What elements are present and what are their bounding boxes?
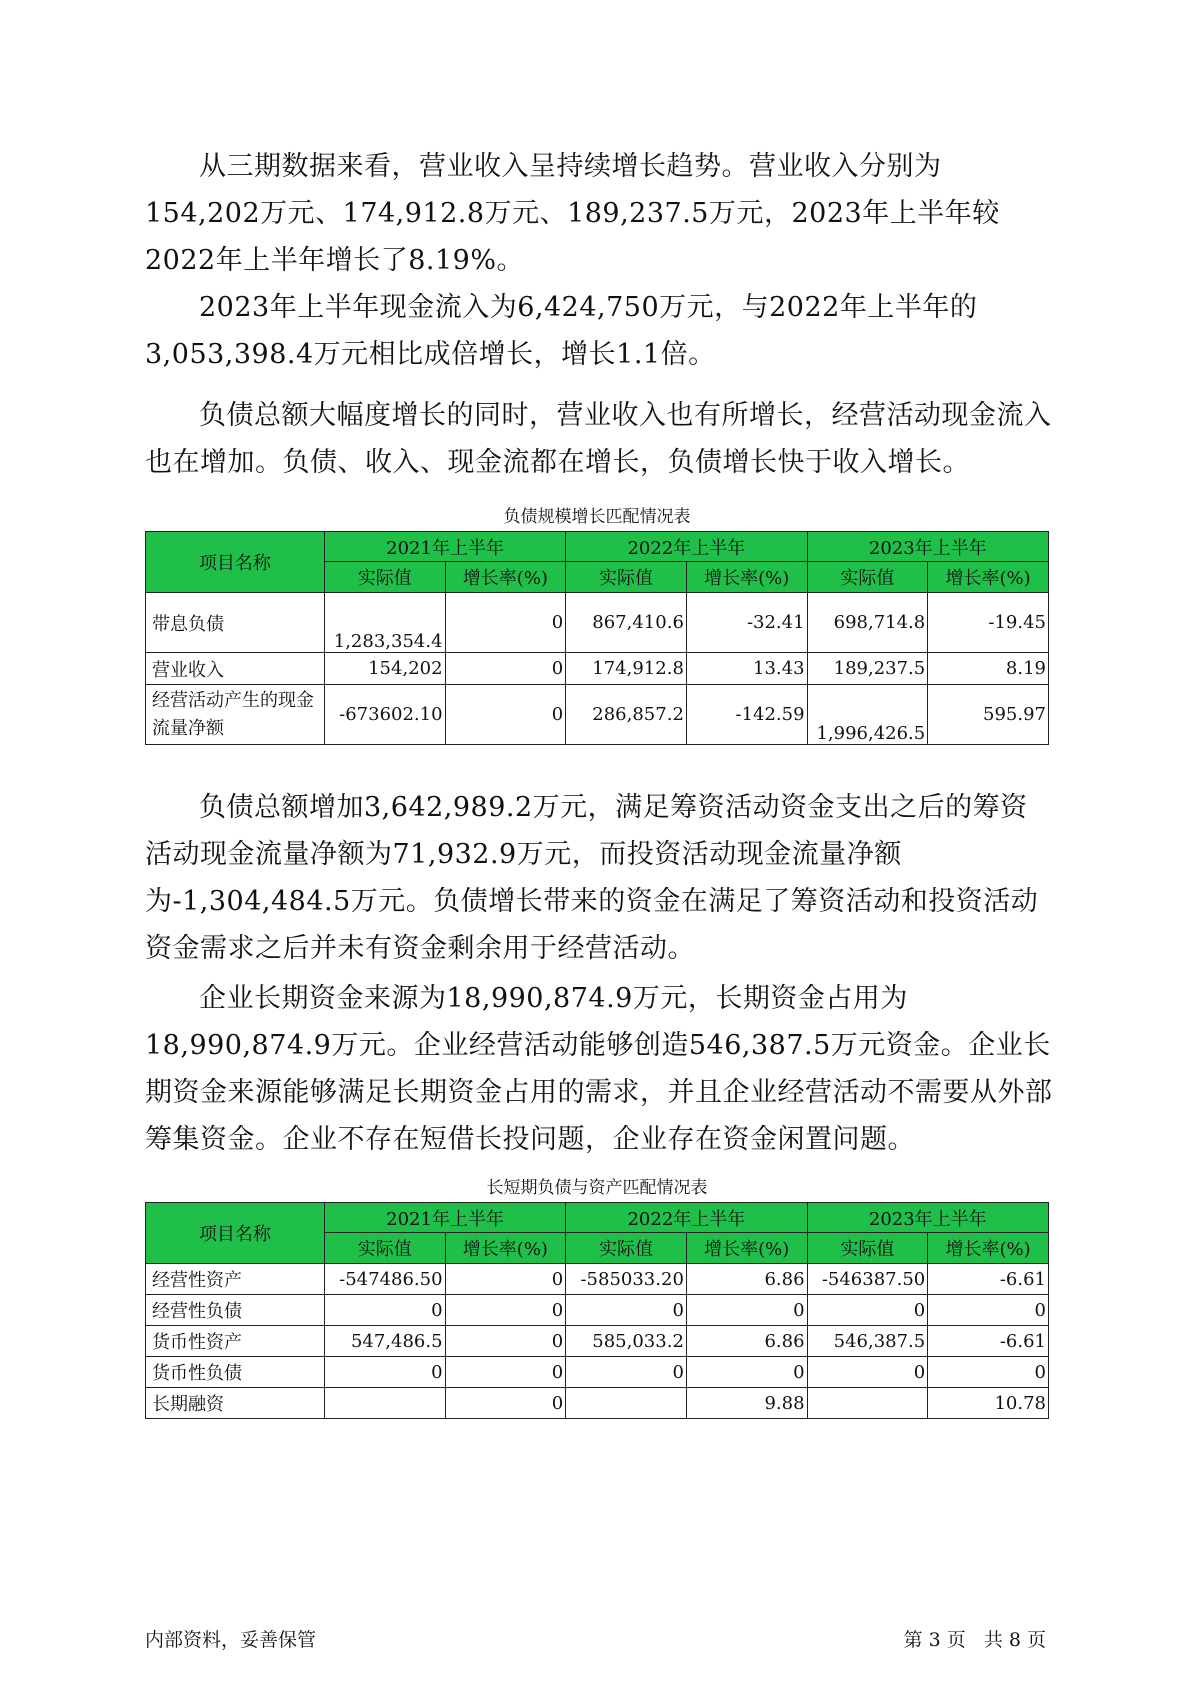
table-cell: 6.86 <box>686 1264 807 1295</box>
table-cell: 154,202 <box>324 653 445 685</box>
row-name: 经营性资产 <box>146 1264 325 1295</box>
paragraph-revenue-trend: 从三期数据来看，营业收入呈持续增长趋势。营业收入分别为154,202万元、174,912.8万元、189,237.5万元，2023年上半年较2022年上半年增长了8.19%。 <box>145 151 1000 276</box>
header-growth: 增长率(%) <box>686 562 807 593</box>
table-cell: 0 <box>928 1295 1049 1326</box>
liability-growth-table <box>145 531 1049 745</box>
footer-confidential-note: 内部资料，妥善保管 <box>145 1629 317 1651</box>
table-cell: 0 <box>445 1357 566 1388</box>
table-cell <box>324 1388 445 1419</box>
table-cell: 595.97 <box>928 685 1049 745</box>
header-growth: 增长率(%) <box>445 1233 566 1264</box>
header-actual: 实际值 <box>566 1233 687 1264</box>
table-row <box>146 1264 1049 1295</box>
table-cell: -32.41 <box>686 593 807 653</box>
header-actual: 实际值 <box>324 562 445 593</box>
table-cell: 0 <box>686 1295 807 1326</box>
asset-liability-match-table <box>145 1202 1049 1419</box>
table-cell: 189,237.5 <box>807 653 928 685</box>
table-cell: 0 <box>445 593 566 653</box>
table2-caption: 长短期负债与资产匹配情况表 <box>486 1178 708 1198</box>
table-cell: 0 <box>566 1357 687 1388</box>
table-cell: 0 <box>686 1357 807 1388</box>
table-row <box>146 1326 1049 1357</box>
header-growth: 增长率(%) <box>928 1233 1049 1264</box>
paragraph-cash-inflow: 2023年上半年现金流入为6,424,750万元，与2022年上半年的3,053,398.4万元相比成倍增长，增长1.1倍。 <box>145 292 978 370</box>
row-name: 货币性资产 <box>146 1326 325 1357</box>
table-cell: 0 <box>445 1388 566 1419</box>
table-cell: 9.88 <box>686 1388 807 1419</box>
paragraph-long-term-funds: 企业长期资金来源为18,990,874.9万元，长期资金占用为18,990,874.9万元。企业经营活动能够创造546,387.5万元资金。企业长期资金来源能够满足长期资金占用的需求，并且企业经营活动不需要从外部筹集资金。企业不存在短借长投问题，企业存在资金闲置问题。 <box>145 983 1053 1155</box>
table-cell: 0 <box>445 1264 566 1295</box>
table-cell: 0 <box>445 1326 566 1357</box>
table-cell: 8.19 <box>928 653 1049 685</box>
table-cell: -6.61 <box>928 1326 1049 1357</box>
table-cell: -19.45 <box>928 593 1049 653</box>
table-cell: 546,387.5 <box>807 1326 928 1357</box>
table-cell: 585,033.2 <box>566 1326 687 1357</box>
header-growth: 增长率(%) <box>928 562 1049 593</box>
header-period-2023: 2023年上半年 <box>807 1203 1048 1233</box>
table-cell: -546387.50 <box>807 1264 928 1295</box>
row-name: 货币性负债 <box>146 1357 325 1388</box>
table-cell <box>807 1388 928 1419</box>
table-cell: 0 <box>445 653 566 685</box>
table-cell: 0 <box>445 685 566 745</box>
table-cell: -142.59 <box>686 685 807 745</box>
table-cell: 547,486.5 <box>324 1326 445 1357</box>
table-row <box>146 653 1049 685</box>
header-actual: 实际值 <box>807 1233 928 1264</box>
table-cell: -673602.10 <box>324 685 445 745</box>
table-cell: 6.86 <box>686 1326 807 1357</box>
row-name: 长期融资 <box>146 1388 325 1419</box>
row-name: 营业收入 <box>146 653 325 685</box>
header-period-2021: 2021年上半年 <box>324 532 565 562</box>
row-name: 经营性负债 <box>146 1295 325 1326</box>
table-cell: 286,857.2 <box>566 685 687 745</box>
table-cell: 0 <box>928 1357 1049 1388</box>
header-period-2023: 2023年上半年 <box>807 532 1048 562</box>
table-cell: 0 <box>566 1295 687 1326</box>
table-cell <box>566 1388 687 1419</box>
row-name: 带息负债 <box>146 593 325 653</box>
table-cell: 698,714.8 <box>807 593 928 653</box>
header-growth: 增长率(%) <box>686 1233 807 1264</box>
footer-page-number: 第 3 页 共 8 页 <box>903 1629 1046 1651</box>
table-cell: 0 <box>445 1295 566 1326</box>
paragraph-liability-increase: 负债总额增加3,642,989.2万元，满足筹资活动资金支出之后的筹资活动现金流量净额为71,932.9万元，而投资活动现金流量净额为-1,304,484.5万元。负债增长带来的资金在满足了筹资活动和投资活动资金需求之后并未有资金剩余用于经营活动。 <box>145 792 1039 964</box>
table-cell: 13.43 <box>686 653 807 685</box>
header-actual: 实际值 <box>566 562 687 593</box>
header-actual: 实际值 <box>324 1233 445 1264</box>
table-cell: 174,912.8 <box>566 653 687 685</box>
paragraph-liability-growth: 负债总额大幅度增长的同时，营业收入也有所增长，经营活动现金流入也在增加。负债、收入、现金流都在增长，负债增长快于收入增长。 <box>145 400 1052 478</box>
table-row <box>146 593 1049 653</box>
header-period-2022: 2022年上半年 <box>566 1203 807 1233</box>
table-row <box>146 1295 1049 1326</box>
table1-caption: 负债规模增长匹配情况表 <box>503 507 691 527</box>
header-period-2022: 2022年上半年 <box>566 532 807 562</box>
table-cell: 10.78 <box>928 1388 1049 1419</box>
row-name: 经营活动产生的现金流量净额 <box>146 685 325 745</box>
table-cell: 1,283,354.4 <box>324 593 445 653</box>
table-cell: -585033.20 <box>566 1264 687 1295</box>
table-cell: 0 <box>807 1295 928 1326</box>
table-row <box>146 1357 1049 1388</box>
table-cell: 0 <box>324 1295 445 1326</box>
header-period-2021: 2021年上半年 <box>324 1203 565 1233</box>
table-cell: 0 <box>807 1357 928 1388</box>
header-item-name: 项目名称 <box>146 532 325 593</box>
table-cell: 1,996,426.5 <box>807 685 928 745</box>
table-cell: 867,410.6 <box>566 593 687 653</box>
header-growth: 增长率(%) <box>445 562 566 593</box>
table-cell: -6.61 <box>928 1264 1049 1295</box>
table-row <box>146 685 1049 745</box>
header-actual: 实际值 <box>807 562 928 593</box>
table-cell: -547486.50 <box>324 1264 445 1295</box>
header-item-name: 项目名称 <box>146 1203 325 1264</box>
table-row <box>146 1388 1049 1419</box>
table-cell: 0 <box>324 1357 445 1388</box>
